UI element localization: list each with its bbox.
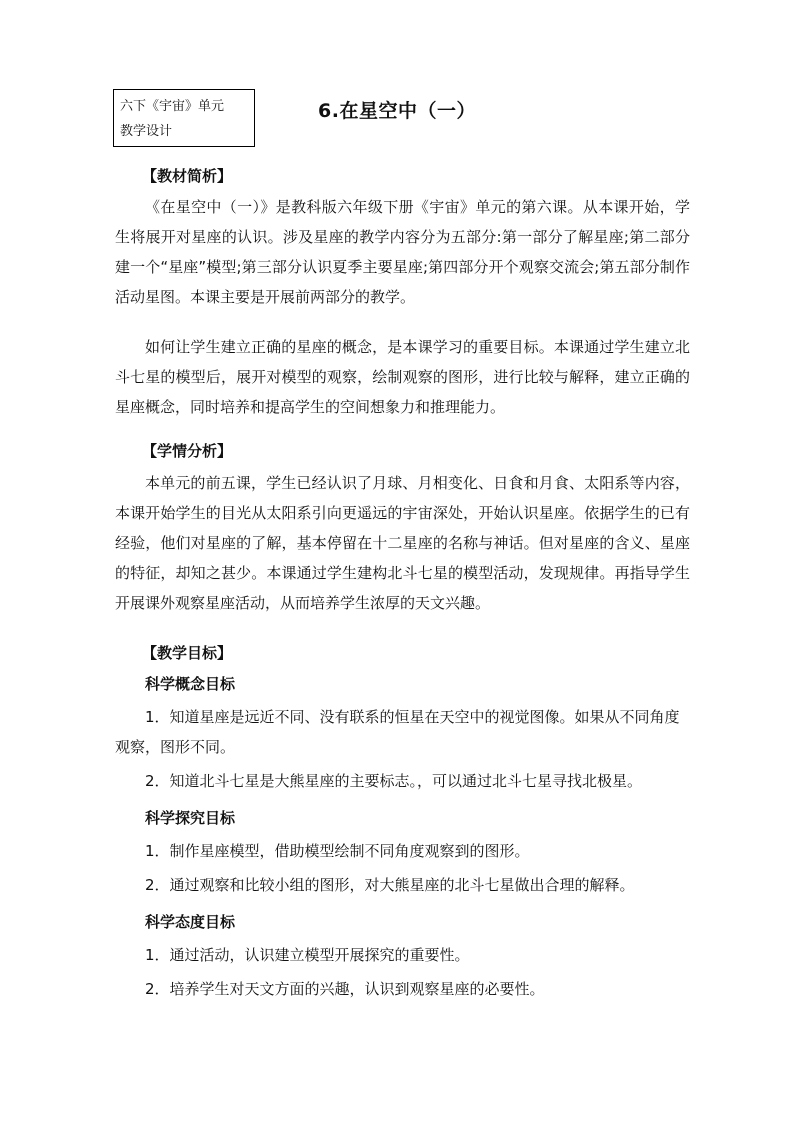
subheading-concept-goals: 科学概念目标 xyxy=(145,675,236,693)
subheading-inquiry-goals: 科学探究目标 xyxy=(145,809,236,827)
inquiry-goal-1: 1．制作星座模型，借助模型绘制不同角度观察到的图形。 xyxy=(145,842,530,860)
page-title: 6.在星空中（一） xyxy=(318,100,476,122)
subheading-attitude-goals: 科学态度目标 xyxy=(145,913,236,931)
heading-students: 【学情分析】 xyxy=(142,442,233,460)
concept-goal-2: 2．知道北斗七星是大熊星座的主要标志。，可以通过北斗七星寻找北极星。 xyxy=(145,772,643,790)
materials-paragraph-2: 如何让学生建立正确的星座的概念，是本课学习的重要目标。本课通过学生建立北斗七星的模型后，展开对模型的观察，绘制观察的图形，进行比较与解释，建立正确的星座概念，同时培养和提高学生的空间想象力和推理能力。 xyxy=(115,338,690,416)
materials-paragraph-1: 《在星空中（一）》是教科版六年级下册《宇宙》单元的第六课。从本课开始，学生将展开对星座的认识。涉及星座的教学内容分为五部分:第一部分了解星座;第二部分建一个“星座”模型;第三部分认识夏季主要星座;第四部分开个观察交流会;第五部分制作活动星图。本课主要是开展前两部分的教学。 xyxy=(115,198,690,306)
attitude-goal-1: 1．通过活动，认识建立模型开展探究的重要性。 xyxy=(145,946,470,964)
label-line-1: 六下《宇宙》单元 xyxy=(120,99,225,114)
inquiry-goal-2: 2．通过观察和比较小组的图形，对大熊星座的北斗七星做出合理的解释。 xyxy=(145,876,635,894)
label-line-2: 教学设计 xyxy=(120,124,173,139)
attitude-goal-2: 2．培养学生对天文方面的兴趣，认识到观察星座的必要性。 xyxy=(145,980,545,998)
document-label-box xyxy=(113,89,255,147)
heading-goals: 【教学目标】 xyxy=(142,644,233,662)
concept-goal-1: 1．知道星座是远近不同、没有联系的恒星在天空中的视觉图像。如果从不同角度观察，图形不同。 xyxy=(115,708,680,756)
students-paragraph-1: 本单元的前五课，学生已经认识了月球、月相变化、日食和月食、太阳系等内容，本课开始学生的目光从太阳系引向更遥远的宇宙深处，开始认识星座。依据学生的已有经验，他们对星座的了解，基本停留在十二星座的名称与神话。但对星座的含义、星座的特征，却知之甚少。本课通过学生建构北斗七星的模型活动，发现规律。再指导学生开展课外观察星座活动，从而培养学生浓厚的天文兴趣。 xyxy=(115,474,690,612)
heading-materials: 【教材简析】 xyxy=(142,167,233,185)
